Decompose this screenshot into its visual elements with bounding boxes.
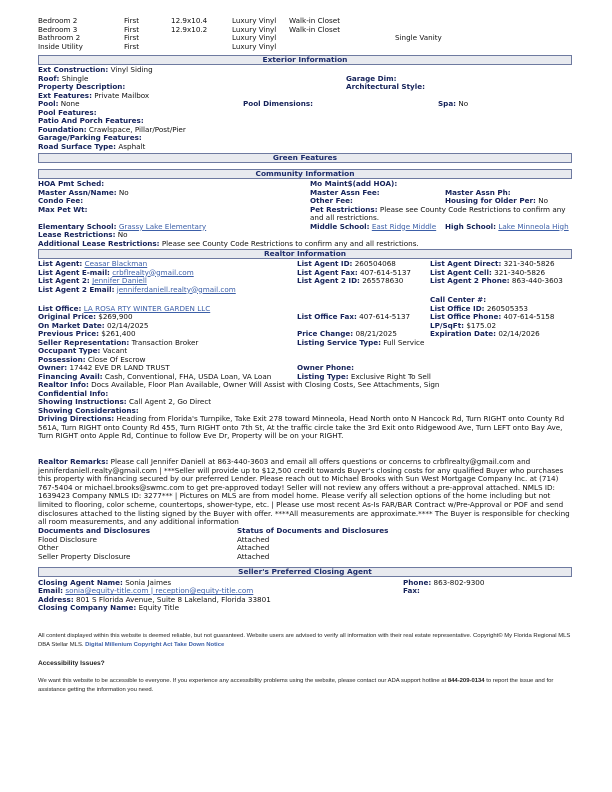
- possession-field: Possession: Close Of Escrow: [38, 354, 146, 364]
- document-status: Attached: [237, 534, 270, 544]
- room-level: First: [124, 33, 140, 43]
- room-floor: Luxury Vinyl: [232, 41, 277, 51]
- list-office-link[interactable]: LA ROSA RTY WINTER GARDEN LLC: [83, 303, 211, 313]
- room-name: Inside Utility: [38, 41, 83, 51]
- garage-parking-field: Garage/Parking Features:: [38, 133, 142, 142]
- closing-phone-field: Phone: 863-802-9300: [403, 577, 485, 587]
- patio-porch-field: Patio And Porch Features:: [38, 116, 144, 125]
- accessibility-heading: Accessibility Issues?: [38, 660, 105, 667]
- financing-field: Financing Avail: Cash, Conventional, FHA, USDA Loan, VA Loan: [38, 371, 272, 381]
- garage-dim-field: Garage Dim:: [346, 73, 397, 83]
- documents-header: Documents and Disclosures: [38, 526, 151, 535]
- list-office-fax-field: List Office Fax: 407-614-5137: [297, 312, 411, 321]
- document-status: Attached: [237, 551, 270, 561]
- list-agent-2-email-field: List Agent 2 Email: jenniferdaniell.realty@gmail.com: [38, 284, 236, 294]
- roof-field: Roof: Shingle: [38, 73, 89, 83]
- showing-considerations-field: Showing Considerations:: [38, 405, 139, 415]
- pool-features-field: Pool Features:: [38, 107, 97, 117]
- middle-school-field: Middle School: East Ridge Middle: [310, 221, 437, 231]
- closing-fax-field: Fax:: [403, 586, 420, 595]
- room-row: [38, 43, 572, 52]
- spa-field: Spa: No: [438, 99, 469, 108]
- list-agent-2-field: List Agent 2: Jennifer Daniell: [38, 276, 147, 285]
- ada-hotline[interactable]: 844-209-0134: [447, 678, 485, 684]
- owner-phone-field: Owner Phone:: [297, 363, 354, 372]
- document-name: Flood Disclosure: [38, 534, 97, 544]
- on-market-date-field: On Market Date: 02/14/2025: [38, 320, 149, 330]
- master-assn-fee-field: Master Assn Fee:: [310, 187, 380, 197]
- footer-disclaimer: [38, 632, 578, 649]
- max-pet-weight-field: Max Pet Wt:: [38, 204, 88, 214]
- room-level: First: [124, 41, 140, 51]
- accessibility-text: We want this website to be accessible to everyone. If you experience any accessibility problems using the website, please contact our ADA support hotline at 844-209-0134 to report the issue and for assistance getting the information you need.: [38, 678, 554, 693]
- list-agent-id-field: List Agent ID: 260504068: [297, 259, 396, 268]
- additional-lease-restrictions-field: Additional Lease Restrictions: Please see County Code Restrictions to confirm any and all restrictions.: [38, 238, 419, 248]
- room-floor: Luxury Vinyl: [232, 24, 277, 34]
- seller-representation-field: Seller Representation: Transaction Broker: [38, 337, 199, 347]
- closing-company-field: Closing Company Name: Equity Title: [38, 603, 180, 612]
- price-change-field: Price Change: 08/21/2025: [297, 329, 397, 338]
- copyright-takedown-link[interactable]: Digital Millenium Copyright Act Take Down Notice: [85, 641, 225, 648]
- elementary-school-link[interactable]: Grassy Lake Elementary: [118, 221, 207, 231]
- pool-dimensions-field: Pool Dimensions:: [243, 99, 313, 108]
- section-header-community: Community Information: [38, 169, 572, 179]
- section-header-realtor: Realtor Information: [38, 249, 572, 259]
- section-header-closing-agent: Seller's Preferred Closing Agent: [38, 567, 572, 577]
- room-extra: Single Vanity: [395, 33, 442, 43]
- list-agent-2-phone-field: List Agent 2 Phone: 863-440-3603: [430, 276, 563, 285]
- hoa-pmt-sched-field: HOA Pmt Sched:: [38, 179, 105, 188]
- occupant-type-field: Occupant Type: Vacant: [38, 346, 128, 355]
- room-feature: Walk-in Closet: [289, 24, 341, 34]
- room-floor: Luxury Vinyl: [232, 33, 277, 43]
- list-agent-2-id-field: List Agent 2 ID: 265578630: [297, 276, 404, 285]
- elementary-school-field: Elementary School: Grassy Lake Elementary: [38, 221, 207, 231]
- closing-address-field: Address: 801 S Florida Avenue, Suite 8 Lakeland, Florida 33801: [38, 594, 271, 604]
- list-agent-2-email-link[interactable]: jenniferdaniell.realty@gmail.com: [116, 284, 236, 294]
- section-header-green-features: Green Features: [38, 153, 572, 163]
- room-floor: Luxury Vinyl: [232, 16, 277, 25]
- expiration-date-field: Expiration Date: 02/14/2026: [430, 329, 540, 338]
- realtor-remarks-field: Realtor Remarks: Please call Jennifer Daniell at 863-440-3603 and email all offers questions or concerns to crbflrealty@gmail.com and jenniferdaniell.realty@gmail.com | ***Seller will provide up to $12,500 credit towards Buyer's closing costs for any qualified Buyer who purchases this property with financing secured by our preferred Lender. Please reach out to Michael Brooks with Sun West Mortgage Company Inc. at (714) 767-5404 or michael.brooks@swmc.com to get pre-approved today! Seller will not review any offers without a pre-approval attached. NMLS ID: 1639423 Company NMLS ID: 3277*** | Pictures on MLS are from model home. Please verify all selection options of the home including but not limited to flooring, color scheme, countertops, shower-type, etc. | Please use most recent As-Is FAR/BAR Contract w/Pre-Approval or POF and send disclosures attached to the listing signed by the Buyer with offer. ****All measurements are approximate.**** The Buyer is responsible for checking all room measurements, and any additional information: [38, 457, 570, 527]
- pool-field: Pool: None: [38, 99, 80, 108]
- rooms-table: [38, 17, 572, 53]
- master-assn-name-field: Master Assn/Name: No: [38, 187, 129, 197]
- listing-type-field: Listing Type: Exclusive Right To Sell: [297, 371, 431, 381]
- property-description-field: Property Description:: [38, 82, 126, 91]
- condo-fee-field: Condo Fee:: [38, 196, 84, 205]
- housing-older-field: Housing for Older Per: No: [445, 196, 548, 205]
- listing-service-type-field: Listing Service Type: Full Service: [297, 337, 425, 347]
- document-name: Seller Property Disclosure: [38, 551, 131, 561]
- list-office-id-field: List Office ID: 260505353: [430, 303, 528, 313]
- documents-status-header: Status of Documents and Disclosures: [237, 526, 389, 535]
- pet-restrictions-field: Pet Restrictions: Please see County Code Restrictions to confirm any and all restrictions.: [310, 204, 566, 223]
- disclaimer-text: All content displayed within this website is deemed reliable, but not guaranteed. Website users are advised to verify all information with their real estate representative. Copyright© My Florida Regional MLS DBA Stellar MLS.: [38, 633, 571, 648]
- ext-construction-field: Ext Construction: Vinyl Siding: [38, 65, 153, 74]
- list-agent-link[interactable]: Ceasar Blackman: [84, 259, 148, 268]
- middle-school-link[interactable]: East Ridge Middle: [371, 221, 437, 231]
- closing-email-field: Email: sonia@equity-title.com | reception@equity-title.com: [38, 586, 254, 595]
- list-office-field: List Office: LA ROSA RTY WINTER GARDEN LLC: [38, 303, 211, 313]
- room-feature: Walk-in Closet: [289, 16, 341, 25]
- list-office-phone-field: List Office Phone: 407-614-5158: [430, 312, 555, 321]
- owner-field: Owner: 17442 EVE DR LAND TRUST: [38, 363, 170, 372]
- lease-restrictions-field: Lease Restrictions: No: [38, 230, 128, 239]
- closing-email-link[interactable]: sonia@equity-title.com | reception@equity-title.com: [65, 586, 254, 595]
- lp-sqft-field: LP/SqFt: $175.02: [430, 320, 497, 330]
- room-dims: 12.9x10.2: [171, 24, 208, 34]
- room-level: First: [124, 16, 140, 25]
- call-center-field: Call Center #:: [430, 295, 487, 304]
- room-level: First: [124, 24, 140, 34]
- original-price-field: Original Price: $269,900: [38, 312, 133, 321]
- list-agent-direct-field: List Agent Direct: 321-340-5826: [430, 259, 555, 268]
- high-school-link[interactable]: Lake Minneola High: [498, 221, 569, 231]
- realtor-info-field: Realtor Info: Docs Available, Floor Plan Available, Owner Will Assist with Closing Costs, See Attachments, Sign: [38, 380, 440, 389]
- document-status: Attached: [237, 543, 270, 552]
- foundation-field: Foundation: Crawlspace, Pillar/Post/Pier: [38, 124, 186, 134]
- room-name: Bedroom 3: [38, 24, 78, 34]
- showing-instructions-field: Showing Instructions: Call Agent 2, Go Direct: [38, 397, 212, 406]
- previous-price-field: Previous Price: $261,400: [38, 329, 136, 338]
- other-fee-field: Other Fee:: [310, 196, 353, 205]
- room-dims: 12.9x10.4: [171, 16, 208, 25]
- section-header-exterior: Exterior Information: [38, 55, 572, 65]
- list-agent-field: List Agent: Ceasar Blackman: [38, 259, 148, 268]
- list-agent-2-link[interactable]: Jennifer Daniell: [92, 276, 147, 285]
- driving-directions-field: Driving Directions: Heading from Florida's Turnpike, Take Exit 278 toward Minneola, Head North onto N Hancock Rd, Turn RIGHT onto County Rd 561A, Turn RIGHT onto County Rd 455, Turn RIGHT onto 7th St, At the traffic circle take the 3rd Exit onto Ridgewood Ave, Turn LEFT onto Bay Ave, Turn RIGHT onto Apple Rd, Continue to follow Eve Dr, Property will be on your RIGHT.: [38, 414, 565, 441]
- master-assn-phone-field: Master Assn Ph:: [445, 187, 511, 197]
- ext-features-field: Ext Features: Private Mailbox: [38, 90, 150, 100]
- confidential-info-field: Confidential Info:: [38, 388, 109, 398]
- list-agent-email-field: List Agent E-mail: crbflrealty@gmail.com: [38, 267, 194, 277]
- road-surface-field: Road Surface Type: Asphalt: [38, 141, 146, 151]
- room-name: Bathroom 2: [38, 33, 81, 43]
- room-name: Bedroom 2: [38, 16, 78, 25]
- list-agent-email-link[interactable]: crbflrealty@gmail.com: [112, 267, 194, 277]
- list-agent-fax-field: List Agent Fax: 407-614-5137: [297, 267, 411, 277]
- high-school-field: High School: Lake Minneola High: [445, 221, 569, 231]
- architectural-style-field: Architectural Style:: [346, 82, 425, 91]
- list-agent-cell-field: List Agent Cell: 321-340-5826: [430, 267, 546, 277]
- mo-maint-field: Mo Maint$(add HOA):: [310, 179, 398, 188]
- closing-agent-name-field: Closing Agent Name: Sonia Jaimes: [38, 577, 172, 587]
- document-name: Other: [38, 543, 59, 552]
